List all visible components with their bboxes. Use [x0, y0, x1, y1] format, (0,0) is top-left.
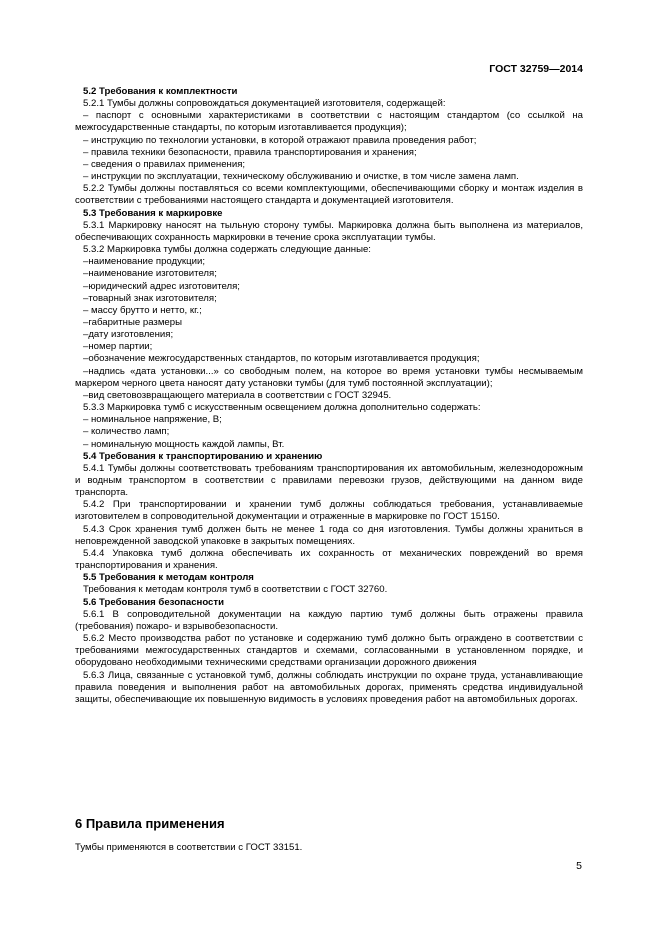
- section-heading: 5.2 Требования к комплектности: [83, 86, 238, 97]
- paragraph: –наименование продукции;: [83, 256, 206, 268]
- paragraph: 5.4.3 Срок хранения тумб должен быть не менее 1 года со дня изготовления. Тумбы должны храниться в неповрежденной заводской упаковке в закрытых помещениях.: [75, 523, 583, 547]
- standard-header: ГОСТ 32759—2014: [489, 63, 583, 75]
- paragraph: – сведения о правилах применения;: [83, 158, 246, 170]
- section-heading: 5.3 Требования к маркировке: [83, 207, 223, 219]
- section-6-text: Тумбы применяются в соответствии с ГОСТ 33151.: [75, 842, 303, 853]
- section-heading: 5.4 Требования к транспортированию и хранению: [83, 450, 323, 462]
- paragraph: –вид световозвращающего материала в соответствии с ГОСТ 32945.: [83, 389, 392, 401]
- paragraph: 5.3.2 Маркировка тумбы должна содержать следующие данные:: [83, 244, 371, 256]
- paragraph: 5.6.3 Лица, связанные с установкой тумб, должны соблюдать инструкции по охране труда, устанавливающие правила поведения и выполнения работ на автомобильных дорогах, применять средства индивидуальной защиты, обеспечивающие их повышенную видимость в условиях проведения работ на автомобильных дорогах.: [75, 669, 583, 705]
- paragraph: –товарный знак изготовителя;: [83, 292, 217, 304]
- paragraph: – инструкцию по технологии установки, в которой отражают правила проведения работ;: [83, 134, 477, 146]
- section-heading: 5.6 Требования безопасности: [83, 596, 224, 608]
- paragraph: –обозначение межгосударственных стандартов, по которым изготавливается продукция;: [83, 353, 480, 365]
- paragraph: – массу брутто и нетто, кг.;: [83, 304, 202, 316]
- paragraph: 5.2.2 Тумбы должны поставляться со всеми комплектующими, обеспечивающими сборку и монтаж изделия в соответствии с требованиями настоящего стандарта и документацией изготовителя.: [75, 183, 583, 207]
- paragraph: – номинальную мощность каждой лампы, Вт.: [83, 438, 285, 450]
- page-number: 5: [576, 860, 582, 872]
- paragraph: – правила техники безопасности, правила транспортирования и хранения;: [83, 146, 417, 158]
- paragraph: –наименование изготовителя;: [83, 268, 217, 280]
- paragraph: – номинальное напряжение, В;: [83, 414, 222, 426]
- paragraph: –дату изготовления;: [83, 329, 174, 341]
- paragraph: Требования к методам контроля тумб в соответствии с ГОСТ 32760.: [83, 584, 388, 596]
- section-6-heading: 6 Правила применения: [75, 816, 225, 831]
- paragraph: – количество ламп;: [83, 426, 170, 438]
- section-heading: 5.5 Требования к методам контроля: [83, 572, 254, 584]
- paragraph: 5.6.1 В сопроводительной документации на каждую партию тумб должны быть отражены правила (требования) пожаро- и взрывобезопасности.: [75, 608, 583, 632]
- paragraph: –юридический адрес изготовителя;: [83, 280, 240, 292]
- document-body: [75, 86, 583, 706]
- paragraph: 5.6.2 Место производства работ по установке и содержанию тумб должно быть ограждено в соответствии с требованиями межгосударственных стандартов и схемами, согласованными в установленном порядке, и оборудовано необходимыми техническими средствами организации дорожного движения: [75, 633, 583, 669]
- paragraph: 5.2.1 Тумбы должны сопровождаться документацией изготовителя, содержащей:: [83, 98, 446, 110]
- paragraph: 5.4.2 При транспортировании и хранении тумб должны соблюдаться требования, устанавливаемые изготовителем в сопроводительной документации и отраженные в маркировке по ГОСТ 15150.: [75, 499, 583, 523]
- paragraph: 5.4.4 Упаковка тумб должна обеспечивать их сохранность от механических повреждений во время транспортирования и хранения.: [75, 547, 583, 572]
- paragraph: – инструкции по эксплуатации, техническому обслуживанию и очистке, в том числе замена ламп.: [83, 171, 519, 183]
- paragraph: –надпись «дата установки...» со свободным полем, на которое во время установки тумбы несмываемым маркером черного цвета наносят дату установки тумбы (для тумб постоянной эксплуатации);: [75, 365, 583, 389]
- paragraph: 5.4.1 Тумбы должны соответствовать требованиям транспортирования их автомобильным, железнодорожным и водным транспортом в соответствии с правилами перевозки грузов, действующими на данном виде транспорта.: [75, 462, 583, 499]
- paragraph: – паспорт с основными характеристиками в соответствии с настоящим стандартом (со ссылкой на межгосударственные стандарты, по которым изготавливается продукция);: [75, 110, 583, 134]
- paragraph: 5.3.1 Маркировку наносят на тыльную сторону тумбы. Маркировка должна быть выполнена из материалов, обеспечивающих сохранность маркировки в течение срока эксплуатации тумбы.: [75, 219, 583, 243]
- paragraph: –габаритные размеры: [83, 316, 182, 328]
- paragraph: –номер партии;: [83, 341, 153, 353]
- paragraph: 5.3.3 Маркировка тумб с искусственным освещением должна дополнительно содержать:: [83, 402, 481, 414]
